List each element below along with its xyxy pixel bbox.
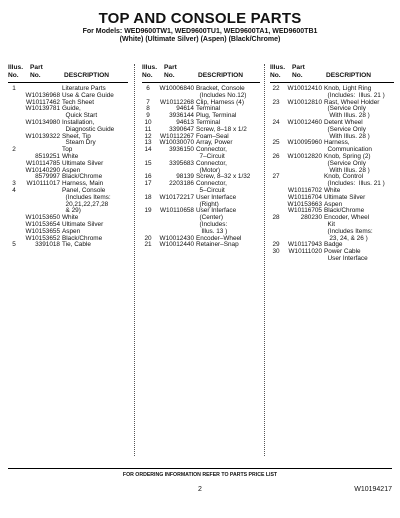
illus-number: 21 xyxy=(144,241,152,249)
illus-number: 20 xyxy=(144,234,152,242)
illus-number: 14 xyxy=(144,146,152,154)
illus-number xyxy=(270,202,282,209)
part-number: W10116704 xyxy=(288,193,322,201)
column-header xyxy=(270,64,394,82)
part-description: Guide, xyxy=(62,105,81,113)
description-header: DESCRIPTION xyxy=(64,71,110,79)
illus-number xyxy=(142,215,154,222)
part-description: (Service Only xyxy=(324,105,366,113)
illus-header: Illus. No. xyxy=(270,64,286,79)
models-line-1: For Models: WED9600TW1, WED9600TU1, WED9600TA1, WED9600TB1 xyxy=(82,28,318,35)
illus-header: Illus. No. xyxy=(142,64,158,79)
page-title: TOP AND CONSOLE PARTS xyxy=(98,10,302,27)
illus-number: 25 xyxy=(272,139,280,147)
illus-number: 27 xyxy=(272,173,280,181)
part-number: 8519251 xyxy=(35,152,60,160)
illus-number: 22 xyxy=(272,85,280,92)
part-number: W10112267 xyxy=(160,132,194,140)
illus-number xyxy=(8,161,20,168)
part-description: Aspen xyxy=(62,166,81,174)
parts-rows xyxy=(142,86,260,249)
part-description: Encoder, Wheel xyxy=(324,214,370,222)
part-description: 7–Circuit xyxy=(196,152,225,160)
ordering-note: FOR ORDERING INFORMATION REFER TO PARTS PRICE LIST xyxy=(122,472,278,478)
part-description: Knob, Spring (2) xyxy=(324,152,371,160)
illus-number: 9 xyxy=(146,112,150,120)
part-number xyxy=(282,106,324,113)
part-description: Steam Dry xyxy=(62,139,96,147)
illus-number: 3 xyxy=(12,180,16,188)
illus-number: 16 xyxy=(144,173,152,181)
part-number xyxy=(282,256,324,263)
illus-number: 5 xyxy=(12,241,16,249)
parts-rows xyxy=(8,86,128,249)
part-number: W10116702 xyxy=(288,186,322,194)
part-description: (Includes: xyxy=(196,220,228,228)
part-header: Part No. xyxy=(292,64,305,79)
part-number: W10012430 xyxy=(159,234,194,242)
part-description: Knob, Light Ring xyxy=(324,85,372,92)
part-description: Connector, xyxy=(196,180,227,188)
illus-number xyxy=(8,168,20,175)
part-description: (Service Only xyxy=(324,159,366,167)
column-header xyxy=(142,64,260,82)
part-description: Screw, 8–32 x 1/32 xyxy=(196,173,251,181)
part-description: Sheet, Tip xyxy=(62,132,91,140)
header-rule xyxy=(8,82,128,83)
part-number: W10153655 xyxy=(25,227,60,235)
illus-number: 26 xyxy=(272,152,280,160)
part-description: Kit xyxy=(324,220,336,228)
part-description: (Center) xyxy=(196,214,223,222)
part-description: With Illus. 28 ) xyxy=(324,112,370,120)
part-number: W10110658 xyxy=(160,207,194,215)
illus-number xyxy=(8,154,20,161)
illus-number: 28 xyxy=(272,214,280,222)
part-number: W10153654 xyxy=(25,220,60,228)
part-description: Diagnostic Guide xyxy=(62,125,115,133)
illus-number: 8 xyxy=(146,105,150,113)
part-description: Foam–Seal xyxy=(196,132,229,140)
part-description: (Motor) xyxy=(196,166,221,174)
part-header: Part No. xyxy=(164,64,177,79)
part-description: Clip, Harness (4) xyxy=(196,98,244,106)
header-rule xyxy=(142,82,260,83)
part-number: W10114785 xyxy=(26,159,60,167)
part-number: W10111017 xyxy=(26,180,60,188)
illus-number xyxy=(8,120,20,127)
illus-number xyxy=(270,106,282,113)
illus-number: 24 xyxy=(272,118,280,126)
illus-number xyxy=(270,222,282,229)
illus-number xyxy=(270,229,282,236)
illus-number: 7 xyxy=(146,98,150,106)
part-number xyxy=(20,195,62,202)
part-description: Ultimate Silver xyxy=(62,159,104,167)
column-header xyxy=(8,64,128,82)
page-number: 2 xyxy=(198,486,202,493)
illus-number: 11 xyxy=(144,125,152,133)
illus-number xyxy=(8,113,20,120)
models-line-2: (White) (Ultimate Silver) (Aspen) (Black/Chrome) xyxy=(119,36,281,43)
part-number: 3936144 xyxy=(169,112,194,120)
part-description: Bracket, Console xyxy=(196,85,245,92)
illus-number xyxy=(8,215,20,222)
part-number: 3391018 xyxy=(35,241,60,249)
illus-number: 30 xyxy=(272,248,280,256)
part-description: Aspen xyxy=(62,227,81,235)
illus-header: Illus. No. xyxy=(8,64,24,79)
part-description: White xyxy=(62,152,79,160)
part-description: Use & Care Guide xyxy=(62,91,114,99)
part-number: W10012410 xyxy=(287,85,322,92)
illus-number xyxy=(270,127,282,134)
column-divider xyxy=(264,64,265,456)
parts-row xyxy=(8,242,128,249)
part-number: 98139 xyxy=(176,173,194,181)
part-header: Part No. xyxy=(30,64,43,79)
part-number: W10153663 xyxy=(287,200,322,208)
part-description: (Includes Items: xyxy=(62,193,111,201)
part-number xyxy=(20,140,62,147)
part-description: Plug, Terminal xyxy=(196,112,237,120)
illus-number: 6 xyxy=(146,85,150,92)
part-description: Literature Parts xyxy=(62,85,106,92)
part-description: Terminal xyxy=(196,118,221,126)
part-number: W10012440 xyxy=(159,241,194,249)
part-description: Connector, xyxy=(196,159,227,167)
part-number: 3936150 xyxy=(169,146,194,154)
document-number: W10194217 xyxy=(354,486,392,493)
column-divider xyxy=(134,64,135,456)
model-list xyxy=(0,28,400,44)
part-number xyxy=(20,202,62,209)
part-description: Power Cable xyxy=(324,248,361,256)
part-number: 94614 xyxy=(176,105,194,113)
illus-number: 12 xyxy=(144,132,152,140)
parts-row xyxy=(142,242,260,249)
part-description: Harness, xyxy=(324,139,350,147)
illus-number xyxy=(8,106,20,113)
part-description: Tie, Cable xyxy=(62,241,91,249)
part-number xyxy=(282,222,324,229)
part-description: Installation, xyxy=(62,118,95,126)
part-description: Black/Chrome xyxy=(62,173,103,181)
part-description: Communication xyxy=(324,146,372,154)
part-number: W10012460 xyxy=(287,118,322,126)
part-description: (Right) xyxy=(196,200,219,208)
parts-column-2 xyxy=(142,64,260,249)
part-number: W10140290 xyxy=(25,166,60,174)
part-description: Illus. 13 ) xyxy=(196,227,228,235)
illus-number: 4 xyxy=(12,186,16,194)
illus-number: 23 xyxy=(272,98,280,106)
part-number xyxy=(282,161,324,168)
part-description: User Interface xyxy=(196,193,237,201)
part-description: (Includes Items: xyxy=(324,227,373,235)
illus-number xyxy=(8,127,20,134)
parts-column-3 xyxy=(270,64,394,263)
part-number: W10139781 xyxy=(25,105,60,113)
part-description: 20,21,22,27,28 xyxy=(62,200,109,208)
illus-number xyxy=(8,208,20,215)
part-description: Rast, Wheel Holder xyxy=(324,98,380,106)
part-description: (Includes No.12) xyxy=(196,91,247,99)
part-number: 2203186 xyxy=(169,180,194,188)
part-description: Harness, Main xyxy=(62,180,104,188)
part-number: W10117462 xyxy=(26,98,60,106)
illus-number xyxy=(8,222,20,229)
part-number xyxy=(154,215,196,222)
part-description: Ultimate Silver xyxy=(62,220,104,228)
illus-number: 17 xyxy=(144,180,152,188)
illus-number: 2 xyxy=(12,146,16,154)
part-description: Knob, Control xyxy=(324,173,364,181)
part-description: Screw, 8–18 x 1/2 xyxy=(196,125,247,133)
illus-number: 13 xyxy=(144,139,152,147)
illus-number xyxy=(270,256,282,263)
part-number: W10012810 xyxy=(287,98,322,106)
part-number: W10153650 xyxy=(25,214,60,222)
part-number: 3390647 xyxy=(169,125,194,133)
part-description: 5–Circuit xyxy=(196,186,225,194)
illus-number xyxy=(8,202,20,209)
part-description: Aspen xyxy=(324,200,343,208)
illus-number: 18 xyxy=(144,193,152,201)
illus-number xyxy=(270,195,282,202)
part-description: Quick Start xyxy=(62,112,98,120)
description-header: DESCRIPTION xyxy=(198,71,244,79)
part-description: 23, 24, & 26 ) xyxy=(324,234,368,242)
part-number: 8579997 xyxy=(35,173,60,181)
illus-number: 10 xyxy=(144,118,152,126)
part-description: Black/Chrome xyxy=(62,234,103,242)
part-number xyxy=(282,229,324,236)
part-description: Tech Sheet xyxy=(62,98,94,106)
part-number: W10153652 xyxy=(25,234,60,242)
illus-number xyxy=(142,222,154,229)
part-number xyxy=(20,188,62,195)
parts-column-1 xyxy=(8,64,128,249)
part-description: (Includes: Illus. 21 ) xyxy=(324,91,385,99)
part-number: W10116705 xyxy=(288,207,322,215)
part-description: Connector, xyxy=(196,146,227,154)
part-number: W10006840 xyxy=(159,85,194,92)
part-description: With Illus. 28 ) xyxy=(324,132,370,140)
illus-number xyxy=(270,181,282,188)
part-description: Encoder–Wheel xyxy=(196,234,242,242)
part-number: W10112268 xyxy=(160,98,194,106)
part-number xyxy=(282,168,324,175)
part-description: Detent Wheel xyxy=(324,118,363,126)
part-number: 94613 xyxy=(176,118,194,126)
illus-number: 15 xyxy=(144,159,152,167)
part-description: User Interface xyxy=(196,207,237,215)
part-description: Panel, Console xyxy=(62,186,106,194)
part-number: W10030070 xyxy=(159,139,194,147)
part-number: W10111020 xyxy=(288,248,322,256)
illus-number: 1 xyxy=(12,85,16,92)
parts-row xyxy=(270,256,394,263)
part-number: W10012820 xyxy=(287,152,322,160)
part-description: (Service Only xyxy=(324,125,366,133)
part-number: W10139322 xyxy=(25,132,60,140)
illus-number xyxy=(8,195,20,202)
part-description: Terminal xyxy=(196,105,221,113)
part-number: W10134980 xyxy=(25,118,60,126)
part-description: Black/Chrome xyxy=(324,207,365,215)
part-description: (Includes: Illus. 21 ) xyxy=(324,180,385,188)
illus-number: 19 xyxy=(144,207,152,215)
part-number: 280230 xyxy=(300,214,322,222)
part-number xyxy=(282,174,324,181)
description-header: DESCRIPTION xyxy=(326,71,372,79)
illus-number xyxy=(270,161,282,168)
part-description: White xyxy=(324,186,341,194)
part-description: Top xyxy=(62,146,73,154)
illus-number xyxy=(270,188,282,195)
illus-number xyxy=(8,100,20,107)
part-number: W10136968 xyxy=(25,91,60,99)
illus-number xyxy=(8,93,20,100)
part-description: & 29) xyxy=(62,207,81,215)
part-number: W10172217 xyxy=(159,193,194,201)
footer-rule xyxy=(8,468,392,469)
part-number xyxy=(282,127,324,134)
part-number: W10095960 xyxy=(287,139,322,147)
part-number: W10117943 xyxy=(288,241,322,249)
illus-number xyxy=(8,134,20,141)
part-number: 3395683 xyxy=(169,159,194,167)
part-description: Badge xyxy=(324,241,343,249)
illus-number xyxy=(8,229,20,236)
illus-number: 29 xyxy=(272,241,280,249)
parts-rows xyxy=(270,86,394,263)
part-description: White xyxy=(62,214,79,222)
part-number xyxy=(154,222,196,229)
header-rule xyxy=(270,82,394,83)
part-description: Ultimate Silver xyxy=(324,193,366,201)
part-description: With Illus. 28 ) xyxy=(324,166,370,174)
part-description: User Interface xyxy=(324,254,368,262)
part-description: Retainer–Snap xyxy=(196,241,239,249)
part-description: Array, Power xyxy=(196,139,233,147)
